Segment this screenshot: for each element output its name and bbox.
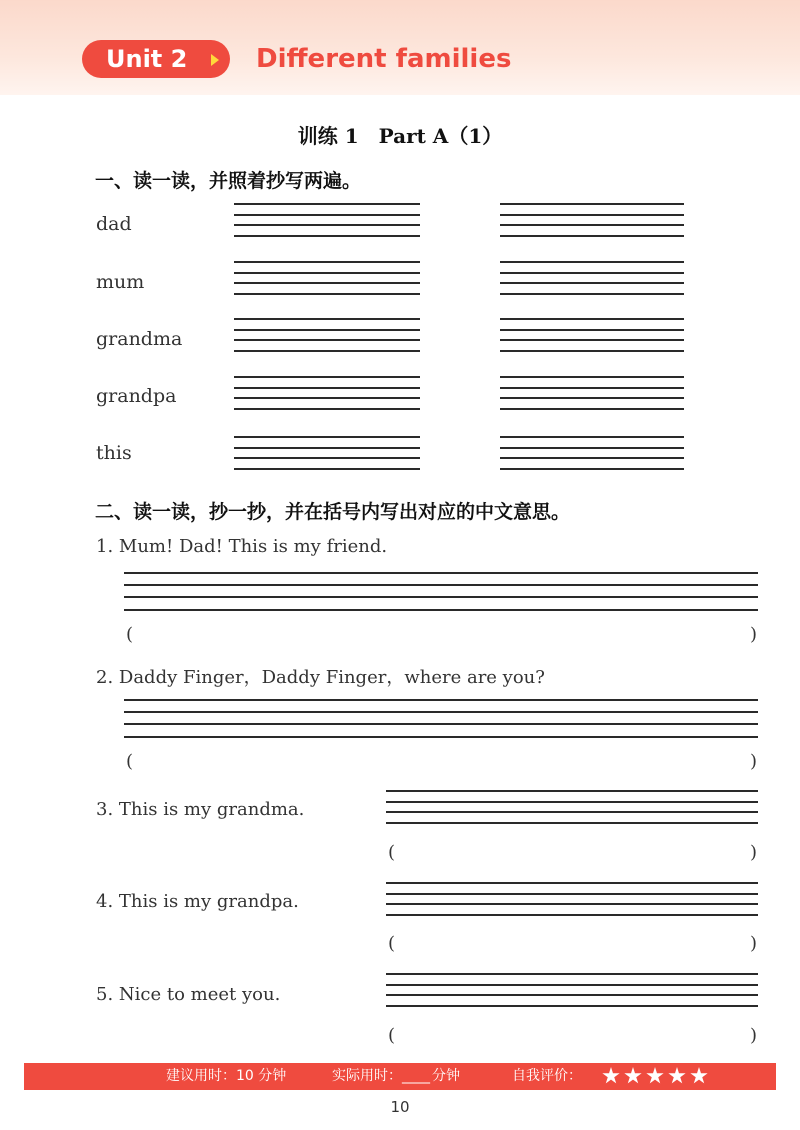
sentence-2: 2. Daddy Finger，Daddy Finger，where are you? xyxy=(96,667,545,688)
suggested-time: 建议用时：10 分钟 xyxy=(166,1068,287,1084)
answer-open-paren-5: ( xyxy=(388,1025,396,1046)
star-icon[interactable] xyxy=(646,1067,664,1085)
star-icon[interactable] xyxy=(602,1067,620,1085)
word-grandma: grandma xyxy=(96,328,183,350)
copy-lines-grandma-1[interactable] xyxy=(234,318,420,352)
actual-time-label: 实际用时： xyxy=(332,1068,402,1084)
footer-band xyxy=(24,1063,776,1090)
copy-lines-sentence-5[interactable] xyxy=(386,973,758,1007)
copy-lines-sentence-3[interactable] xyxy=(386,790,758,824)
answer-close-paren-1: ) xyxy=(750,624,758,645)
copy-lines-grandpa-2[interactable] xyxy=(500,376,684,410)
unit-badge xyxy=(82,40,230,78)
copy-lines-dad-1[interactable] xyxy=(234,203,420,237)
self-eval-label: 自我评价： xyxy=(512,1068,582,1084)
answer-open-paren-4: ( xyxy=(388,933,396,954)
unit-title: Different families xyxy=(256,44,512,74)
sentence-3: 3. This is my grandma. xyxy=(96,799,305,820)
actual-time-unit: 分钟 xyxy=(432,1068,460,1084)
answer-close-paren-2: ) xyxy=(750,751,758,772)
answer-open-paren-3: ( xyxy=(388,842,396,863)
copy-lines-mum-1[interactable] xyxy=(234,261,420,295)
answer-close-paren-4: ) xyxy=(750,933,758,954)
section2-heading: 二、读一读，抄一抄，并在括号内写出对应的中文意思。 xyxy=(95,501,571,523)
sentence-1: 1. Mum! Dad! This is my friend. xyxy=(96,536,388,557)
actual-time-blank[interactable]: ____ xyxy=(402,1068,430,1084)
copy-lines-dad-2[interactable] xyxy=(500,203,684,237)
sentence-5: 5. Nice to meet you. xyxy=(96,984,281,1005)
answer-close-paren-3: ) xyxy=(750,842,758,863)
self-eval-stars xyxy=(602,1067,708,1085)
copy-lines-sentence-1[interactable] xyxy=(124,572,758,612)
copy-lines-sentence-2[interactable] xyxy=(124,699,758,739)
copy-lines-sentence-4[interactable] xyxy=(386,882,758,916)
copy-lines-this-1[interactable] xyxy=(234,436,420,470)
star-icon[interactable] xyxy=(690,1067,708,1085)
word-mum: mum xyxy=(96,271,145,293)
copy-lines-grandma-2[interactable] xyxy=(500,318,684,352)
star-icon[interactable] xyxy=(668,1067,686,1085)
answer-open-paren-1: ( xyxy=(126,624,134,645)
copy-lines-grandpa-1[interactable] xyxy=(234,376,420,410)
word-this: this xyxy=(96,442,132,464)
answer-close-paren-5: ) xyxy=(750,1025,758,1046)
copy-lines-this-2[interactable] xyxy=(500,436,684,470)
answer-open-paren-2: ( xyxy=(126,751,134,772)
header-band xyxy=(0,0,800,95)
play-arrow-icon xyxy=(211,54,219,66)
word-grandpa: grandpa xyxy=(96,385,177,407)
page-number: 10 xyxy=(390,1098,410,1116)
sentence-4: 4. This is my grandpa. xyxy=(96,891,299,912)
lesson-title: 训练 1 Part A（1） xyxy=(297,124,503,148)
copy-lines-mum-2[interactable] xyxy=(500,261,684,295)
word-dad: dad xyxy=(96,213,132,235)
star-icon[interactable] xyxy=(624,1067,642,1085)
unit-label: Unit 2 xyxy=(106,45,188,73)
section1-heading: 一、读一读，并照着抄写两遍。 xyxy=(95,170,362,192)
